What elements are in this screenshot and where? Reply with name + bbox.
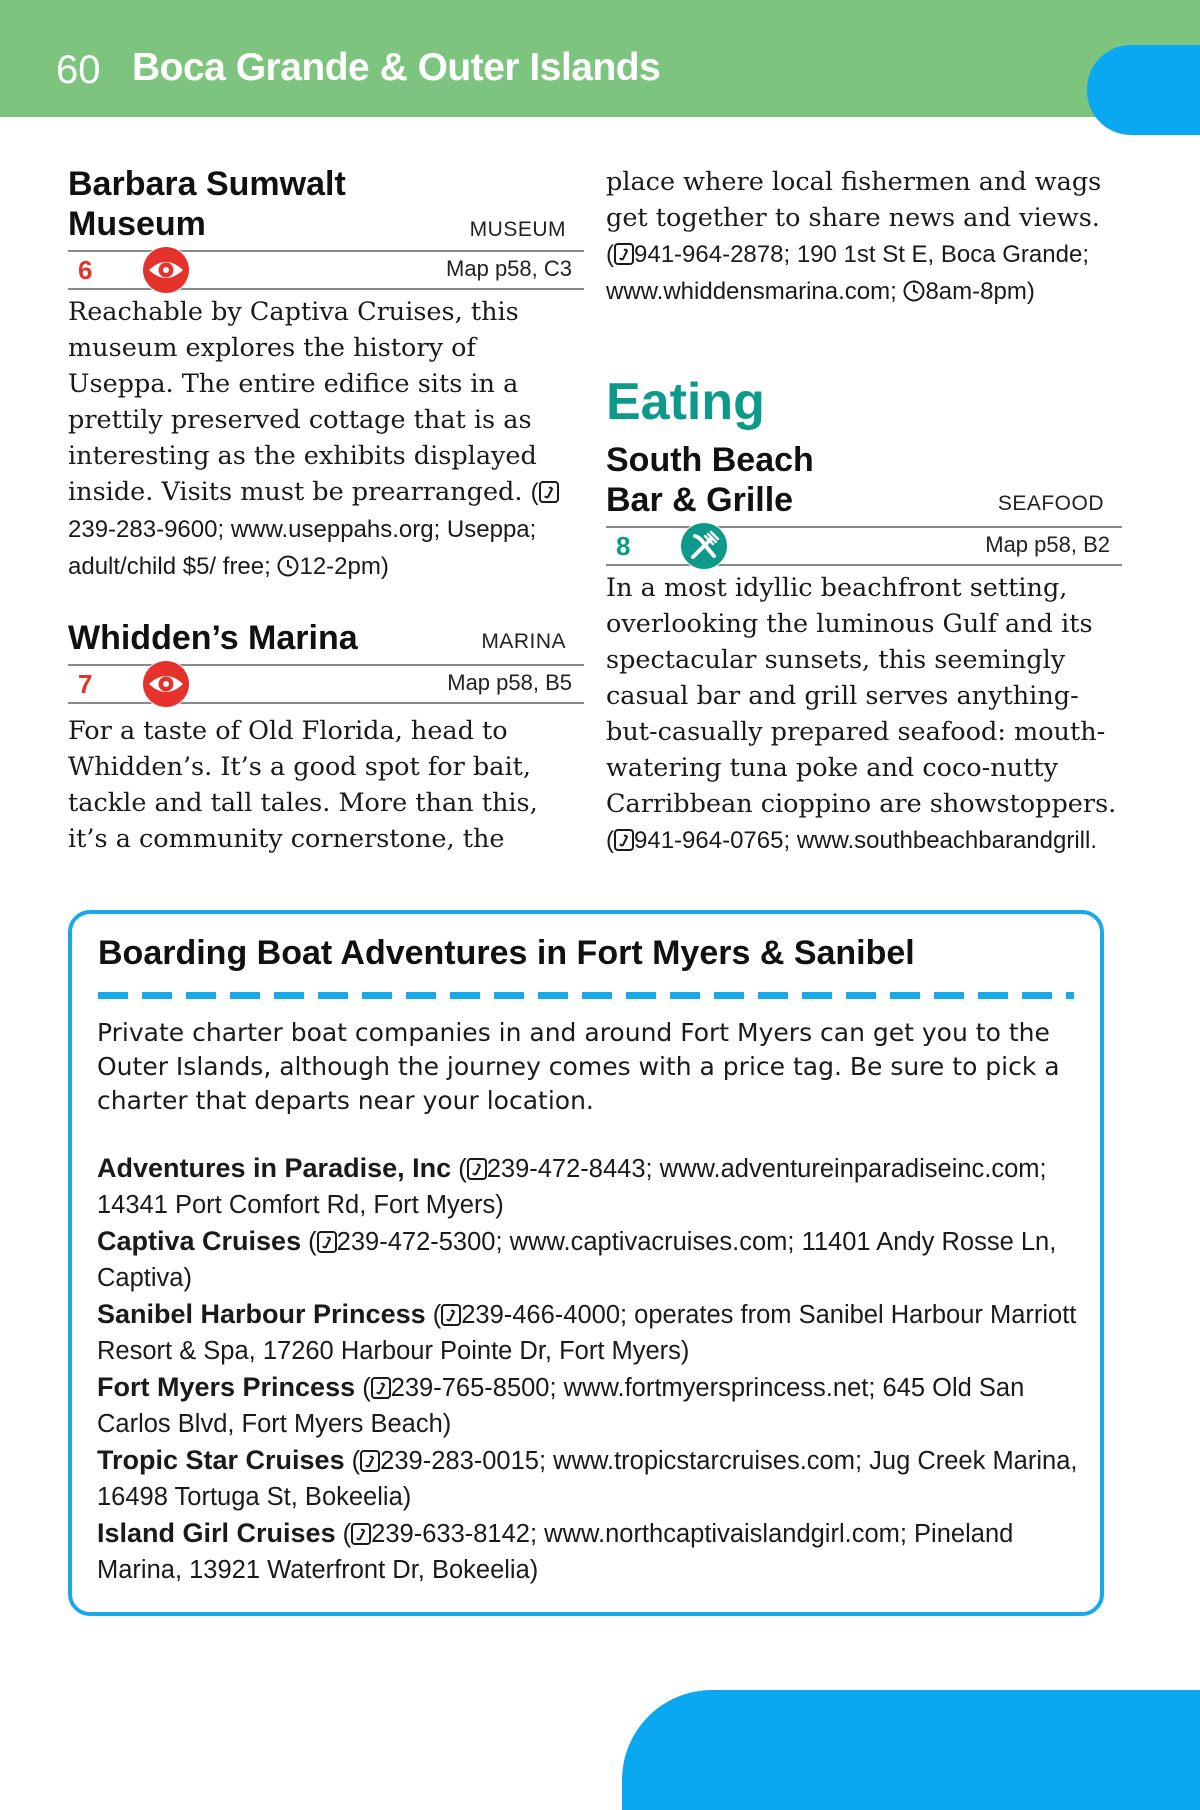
listing-hours: 8am-8pm: [925, 278, 1027, 305]
listing-title-line: Barbara Sumwalt: [68, 165, 346, 203]
feature-box-title: Boarding Boat Adventures in Fort Myers & Sanibel: [98, 934, 915, 972]
feature-box: [68, 910, 1104, 1616]
map-reference: Map p58, C3: [446, 256, 572, 281]
company-name: Adventures in Paradise, Inc: [97, 1153, 452, 1183]
listing-info: www.useppahs.org; Useppa; adult/child $5/ free;: [68, 516, 537, 580]
map-reference: Map p58, B2: [985, 532, 1110, 557]
listing-title-line: Whidden’s Marina: [68, 619, 358, 657]
company-details: ; www.adventureinparadiseinc.com; 14341 Port Comfort Rd, Fort Myers): [97, 1155, 1047, 1219]
company-list-item: Captiva Cruises ( 239-472-5300; www.captivacruises.com; 11401 Andy Rosse Ln, Captiva): [97, 1226, 1057, 1292]
listing-number: 7: [78, 669, 93, 699]
company-phone: 239-472-5300: [336, 1228, 496, 1256]
company-phone: 239-466-4000: [461, 1301, 621, 1329]
clock-icon: [903, 280, 925, 302]
phone-icon: [441, 1304, 461, 1326]
phone-icon: [351, 1523, 371, 1545]
listing-phone: 239-283-9600: [68, 516, 218, 543]
listing-body-text: In a most idyllic beachfront setting, overlooking the luminous Gulf and its spectacular sunsets, this seemingly casual bar and grill serves anything-but-casually prepared seafood: mouth-watering tuna poke and coco-nutty Carribbean cioppino are showstoppers.: [606, 573, 1117, 819]
listing-number: 8: [616, 531, 631, 561]
company-details: ; www.fortmyersprincess.net; 645 Old San Carlos Blvd, Fort Myers Beach): [97, 1374, 1025, 1438]
page-header: [0, 0, 1200, 117]
company-name: Sanibel Harbour Princess: [97, 1299, 426, 1329]
company-list-item: Fort Myers Princess ( 239-765-8500; www.fortmyersprincess.net; 645 Old San Carlos Blvd, Fort Myers Beach): [97, 1372, 1025, 1438]
company-name: Island Girl Cruises: [97, 1518, 336, 1548]
sight-eye-icon: [142, 246, 190, 294]
listing-description: For a taste of Old Florida, head to Whidden’s. It’s a good spot for bait, tackle and tall tales. More than this, it’s a community cornerstone, the: [68, 716, 538, 854]
page-corner-tab: [622, 1690, 1200, 1810]
listing-info: www.southbeachbarandgrill.: [796, 827, 1097, 854]
listing-info-bar: [68, 664, 584, 704]
listing-phone: 941-964-0765: [634, 827, 784, 854]
company-details: ; www.tropicstarcruises.com; Jug Creek Marina, 16498 Tortuga St, Bokeelia): [97, 1447, 1078, 1511]
company-name: Fort Myers Princess: [97, 1372, 356, 1402]
listing-entry: [68, 618, 584, 704]
chapter-tab: [1087, 45, 1200, 135]
listing-info-bar: [606, 526, 1122, 566]
phone-icon: [467, 1158, 487, 1180]
phone-icon: [360, 1450, 380, 1472]
listing-entry: [68, 164, 584, 585]
company-list-item: Sanibel Harbour Princess ( 239-466-4000; operates from Sanibel Harbour Marriott Resort & Spa, 17260 Harbour Pointe Dr, Fort Myers): [97, 1299, 1077, 1365]
chapter-title: Boca Grande & Outer Islands: [132, 46, 661, 89]
listing-phone: 941-964-2878: [634, 241, 784, 268]
listing-type: MUSEUM: [469, 218, 566, 241]
company-phone: 239-472-8443: [486, 1155, 646, 1183]
feature-box-intro: Private charter boat companies in and around Fort Myers can get you to the Outer Islands, although the journey comes with a price tag. Be sure to pick a charter that departs near your location.: [97, 1018, 1060, 1115]
phone-icon: [614, 243, 634, 265]
company-details: ; www.northcaptivaislandgirl.com; Pineland Marina, 13921 Waterfront Dr, Bokeelia): [97, 1520, 1014, 1584]
listing-description: In a most idyllic beachfront setting, overlooking the luminous Gulf and its spectacular sunsets, this seemingly casual bar and grill serves anything-but-casually prepared seafood: mouth-watering tuna poke and coco-nutty Carribbean cioppino are showstoppers. ( 941-964-0765; www.southbeachbarandgrill.: [606, 573, 1117, 854]
map-reference: Map p58, B5: [447, 670, 572, 695]
phone-icon: [371, 1377, 391, 1399]
sight-eye-icon: [142, 660, 190, 708]
company-list-item: Tropic Star Cruises ( 239-283-0015; www.tropicstarcruises.com; Jug Creek Marina, 16498 Tortuga St, Bokeelia): [97, 1445, 1078, 1511]
listing-type: SEAFOOD: [997, 492, 1104, 515]
listing-description-continued: place where local fishermen and wags get together to share news and views. ( 941-964-2878; 190 1st St E, Boca Grande; www.whiddensmarina.com; 8am-8pm): [606, 167, 1102, 305]
phone-icon: [539, 481, 559, 503]
listing-type: MARINA: [481, 630, 566, 653]
listing-info: 190 1st St E, Boca Grande; www.whiddensmarina.com;: [606, 241, 1089, 305]
company-list: [97, 1150, 1087, 1588]
listing-description: Reachable by Captiva Cruises, this museum explores the history of Useppa. The entire edifice sits in a prettily preserved cottage that is as interesting as the exhibits displayed inside. Visits must be prearranged. (239-283-9600; www.useppahs.org; Useppa; adult/child $5/ free; 12-2pm): [68, 294, 584, 585]
listing-title-line: Museum: [68, 205, 206, 243]
phone-icon: [317, 1231, 337, 1253]
company-details: ; operates from Sanibel Harbour Marriott Resort & Spa, 17260 Harbour Pointe Dr, Fort Myers): [97, 1301, 1077, 1365]
section-heading: Eating: [606, 373, 765, 431]
listing-entry: [606, 440, 1122, 859]
listing-title-line: South Beach: [606, 441, 814, 479]
company-name: Captiva Cruises: [97, 1226, 302, 1256]
listing-body-text: Reachable by Captiva Cruises, this museum explores the history of Useppa. The entire edifice sits in a prettily preserved cottage that is as interesting as the exhibits displayed inside. Visits must be prearranged.: [68, 297, 537, 507]
company-list-item: Island Girl Cruises ( 239-633-8142; www.northcaptivaislandgirl.com; Pineland Marina, 13921 Waterfront Dr, Bokeelia): [97, 1518, 1014, 1584]
phone-icon: [614, 829, 634, 851]
listing-hours: 12-2pm: [299, 553, 381, 580]
page-number: 60: [56, 48, 101, 92]
eating-fork-knife-icon: [680, 522, 728, 570]
clock-icon: [277, 555, 299, 577]
listing-number: 6: [78, 255, 93, 285]
company-list-item: Adventures in Paradise, Inc ( 239-472-8443; www.adventureinparadiseinc.com; 14341 Port Comfort Rd, Fort Myers): [97, 1153, 1047, 1219]
company-phone: 239-765-8500: [390, 1374, 550, 1402]
listing-info-bar: [68, 250, 584, 290]
listing-title-line: Bar & Grille: [606, 481, 794, 519]
company-phone: 239-283-0015: [380, 1447, 539, 1475]
company-phone: 239-633-8142: [371, 1520, 530, 1548]
company-name: Tropic Star Cruises: [97, 1445, 345, 1475]
company-details: ; www.captivacruises.com; 11401 Andy Rosse Ln, Captiva): [97, 1228, 1057, 1292]
dashed-divider: [98, 992, 1074, 999]
